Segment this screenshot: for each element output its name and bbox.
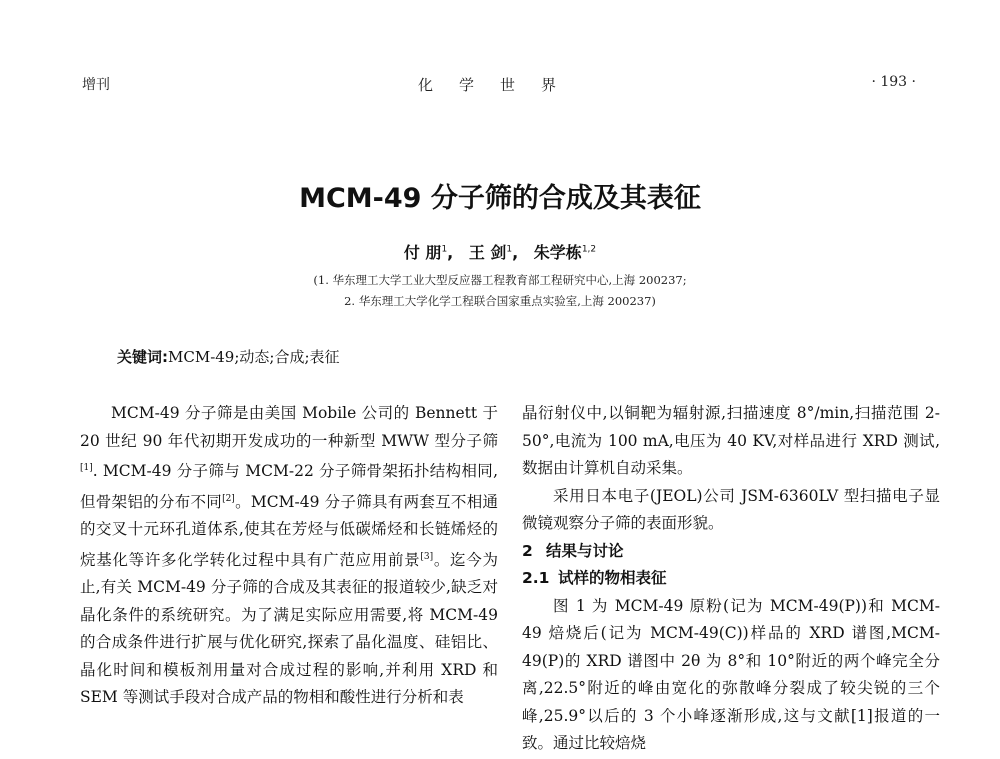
intro-paragraph: MCM-49 分子筛是由美国 Mobile 公司的 Bennett 于 20 世纪 90 年代初期开发成功的一种新型 MWW 型分子筛[1]. MCM-49 分子筛与 MCM-22 分子筛骨架拓扑结构相同,但骨架铝的分布不同[2]。MCM-49 分子筛具有两套互不相通的交叉十元环孔道体系,使其在芳烃与低碳烯烃和长链烯烃的烷基化等许多化学转化过程中具有广范应用前景[3]。迄今为止,有关 MCM-49 分子筛的合成及其表征的报道较少,缺乏对晶化条件的系统研究。为了满足实际应用需要,将 MCM-49 的合成条件进行扩展与优化研究,探索了晶化温度、硅铝比、晶化时间和模板剂用量对合成过程的影响,并利用 XRD 和 SEM 等测试手段对合成产品的物相和酸性进行分析和表: [80, 404, 498, 707]
page-number: · 193 ·: [871, 74, 916, 90]
author: 王 剑$^1$,: [468, 243, 519, 262]
author: 付 朋$^1$,: [403, 243, 454, 262]
right-column: [522, 400, 940, 758]
citation[interactable]: [2]: [222, 493, 235, 504]
citation[interactable]: [3]: [420, 551, 434, 562]
paper-title: MCM-49 分子筛的合成及其表征: [299, 183, 701, 214]
section-heading: 2 结果与讨论: [522, 541, 624, 560]
method-paragraph: 晶衍射仪中,以铜靶为辐射源,扫描速度 8°/min,扫描范围 2-50°,电流为 100 mA,电压为 40 KV,对样品进行 XRD 测试,数据由计算机自动采集。: [522, 404, 940, 477]
affiliation-1: (1. 华东理工大学工业大型反应器工程教育部工程研究中心,上海 200237;: [313, 273, 687, 287]
author: 朱学栋$^{1,2}$: [533, 243, 597, 262]
keywords: [117, 346, 340, 367]
journal-name: 化学世界: [417, 76, 582, 94]
author-list: [0, 240, 1000, 263]
left-column: [80, 400, 498, 712]
running-header-left: 增刊: [82, 77, 110, 93]
citation[interactable]: [1]: [80, 463, 93, 473]
keywords-label: 关键词:: [117, 348, 168, 366]
keywords-text: MCM-49;动态;合成;表征: [168, 348, 340, 366]
sem-paragraph: 采用日本电子(JEOL)公司 JSM-6360LV 型扫描电子显微镜观察分子筛的表面形貌。: [522, 486, 940, 532]
subsection-heading: 2.1 试样的物相表征: [522, 569, 667, 587]
results-paragraph: 图 1 为 MCM-49 原粉(记为 MCM-49(P))和 MCM-49 焙烧后(记为 MCM-49(C))样品的 XRD 谱图,MCM-49(P)的 XRD 谱图中 2θ 为 8°和 10°附近的两个峰完全分离,22.5°附近的峰由宽化的弥散峰分裂成了较尖锐的三个峰,25.9°以后的 3 个小峰逐渐形成,这与文献[1]报道的一致。通过比较焙烧: [522, 596, 940, 752]
affiliation-2: 2. 华东理工大学化学工程联合国家重点实验室,上海 200237): [344, 294, 656, 308]
